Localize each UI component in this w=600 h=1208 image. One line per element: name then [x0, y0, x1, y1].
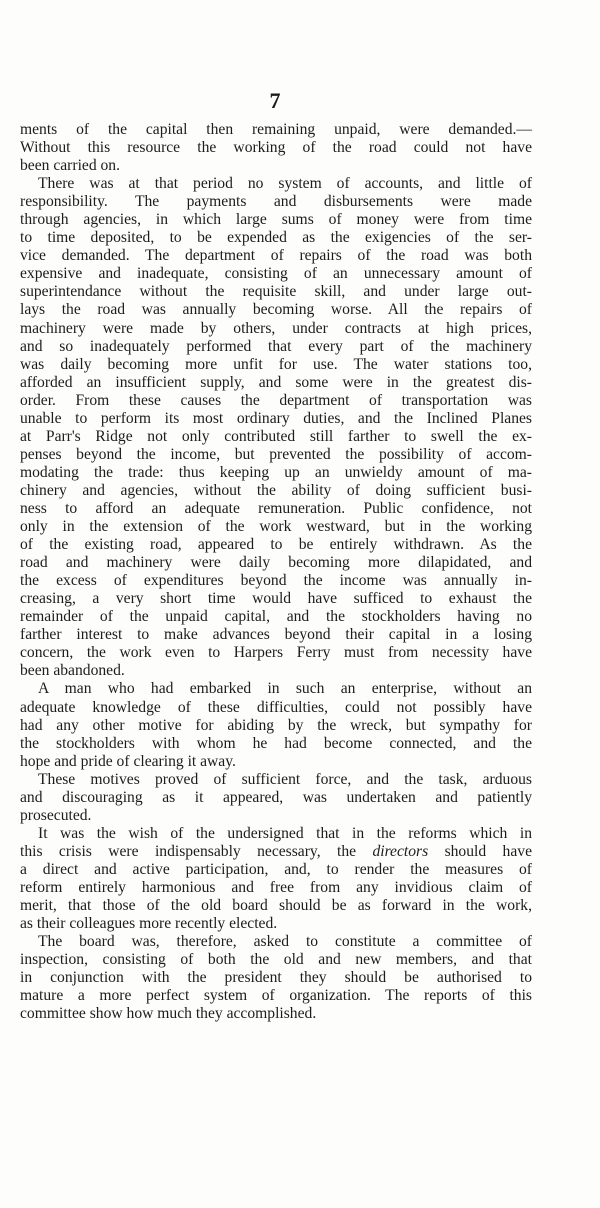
text-line: unable to perform its most ordinary duties, and the Inclined Planes [20, 409, 532, 427]
text-line: through agencies, in which large sums of money were from time [20, 211, 532, 229]
text-line: concern, the work even to Harpers Ferry must from necessity have [20, 644, 532, 662]
text-line: and discouraging as it appeared, was undertaken and patiently [20, 788, 532, 806]
text-line: had any other motive for abiding by the wreck, but sympathy for [20, 716, 532, 734]
text-line: Without this resource the working of the road could not have [20, 139, 532, 157]
text-line: this crisis were indispensably necessary, the directors should have [20, 842, 532, 860]
text-line: These motives proved of sufficient force, and the task, arduous [38, 770, 532, 788]
text-line: There was at that period no system of accounts, and little of [38, 175, 532, 193]
text-line: committee show how much they accomplished. [20, 1005, 317, 1023]
text-line: a direct and active participation, and, to render the measures of [20, 860, 532, 878]
text-line: vice demanded. The department of repairs of the road was both [20, 247, 532, 265]
text-line: to time deposited, to be expended as the exigencies of the ser- [20, 229, 532, 247]
text-line: hope and pride of clearing it away. [20, 752, 236, 770]
text-line: order. From these causes the department of transportation was [20, 391, 532, 409]
text-line: machinery were made by others, under contracts at high prices, [20, 319, 532, 337]
text-line: The board was, therefore, asked to constitute a committee of [38, 933, 532, 951]
text-line: prosecuted. [20, 806, 92, 824]
text-line: was daily becoming more unfit for use. The water stations too, [20, 355, 532, 373]
text-line: remainder of the unpaid capital, and the stockholders having no [20, 608, 532, 626]
text-line: of the existing road, appeared to be entirely withdrawn. As the [20, 536, 532, 554]
text-line: merit, that those of the old board should be as forward in the work, [20, 897, 532, 915]
text-line: reform entirely harmonious and free from any invidious claim of [20, 878, 532, 896]
text-line: inspection, consisting of both the old and new members, and that [20, 951, 532, 969]
text-line: mature a more perfect system of organization. The reports of this [20, 987, 532, 1005]
text-line: at Parr's Ridge not only contributed still farther to swell the ex- [20, 427, 532, 445]
text-line: afforded an insufficient supply, and some were in the greatest dis- [20, 373, 532, 391]
text-line: been abandoned. [20, 662, 125, 680]
text-line: ness to afford an adequate remuneration. Public confidence, not [20, 499, 532, 517]
text-line: been carried on. [20, 157, 121, 175]
text-line: penses beyond the income, but prevented the possibility of accom- [20, 445, 532, 463]
text-line: only in the extension of the work westward, but in the working [20, 518, 532, 536]
text-line: road and machinery were daily becoming more dilapidated, and [20, 554, 532, 572]
text-line: ments of the capital then remaining unpaid, were demanded.— [20, 121, 532, 138]
text-line: modating the trade: thus keeping up an unwieldy amount of ma- [20, 463, 532, 481]
text-line: in conjunction with the president they should be authorised to [20, 969, 532, 987]
text-line: and so inadequately performed that every part of the machinery [20, 337, 532, 355]
text-line: expensive and inadequate, consisting of an unnecessary amount of [20, 265, 532, 283]
text-line: the excess of expenditures beyond the income was annually in- [20, 572, 532, 590]
text-line: A man who had embarked in such an enterprise, without an [38, 680, 532, 698]
emphasis-directors: directors [372, 842, 429, 860]
body-text [20, 121, 532, 1023]
text-line: the stockholders with whom he had become connected, and the [20, 734, 532, 752]
text-line: superintendance without the requisite skill, and under large out- [20, 283, 532, 301]
text-line: lays the road was annually becoming worse. All the repairs of [20, 301, 532, 319]
text-line: It was the wish of the undersigned that in the reforms which in [38, 824, 532, 842]
text-line: chinery and agencies, without the ability of doing sufficient busi- [20, 481, 532, 499]
page-number: 7 [269, 88, 281, 113]
text-line: creasing, a very short time would have sufficed to exhaust the [20, 590, 532, 608]
text-line: adequate knowledge of these difficulties, could not possibly have [20, 698, 532, 716]
text-line: as their colleagues more recently elected. [20, 915, 278, 933]
text-line: responsibility. The payments and disbursements were made [20, 193, 532, 211]
text-line: farther interest to make advances beyond their capital in a losing [20, 626, 532, 644]
